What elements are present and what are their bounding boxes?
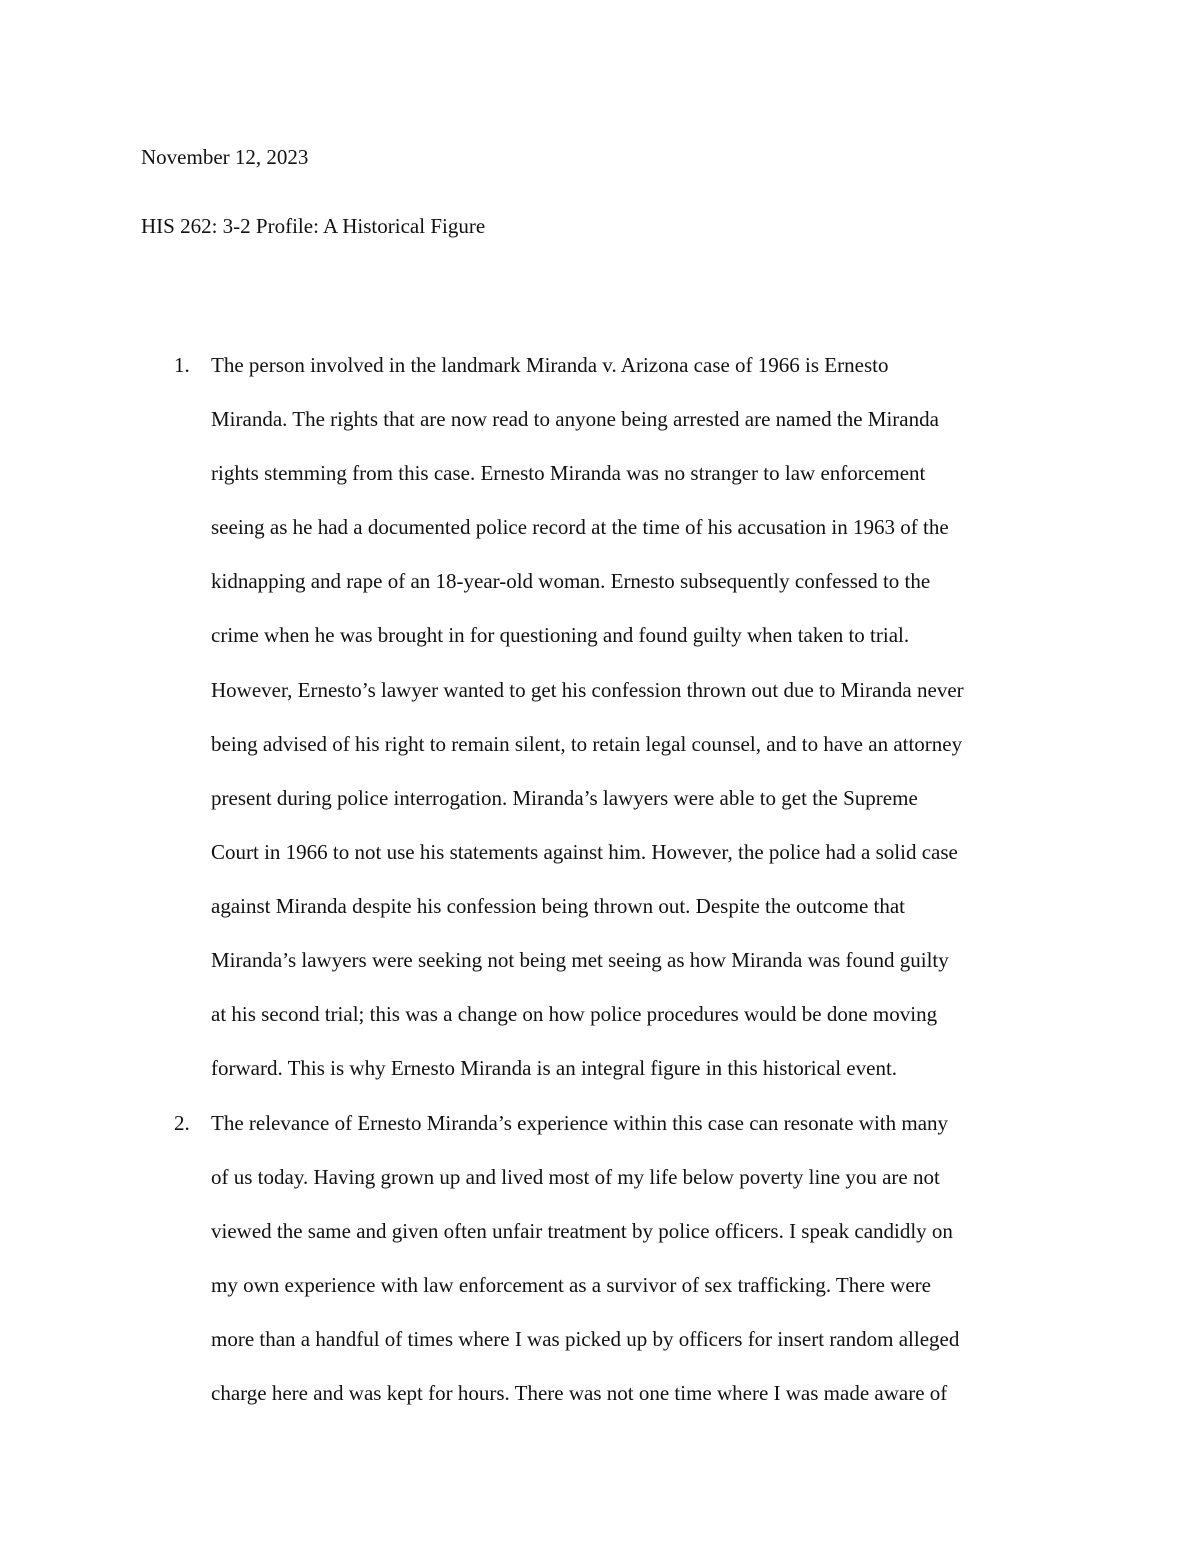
list-item-number: 2. xyxy=(174,1111,190,1135)
text-line: The person involved in the landmark Miranda v. Arizona case of 1966 is Ernesto xyxy=(211,353,889,377)
text-line: at his second trial; this was a change on how police procedures would be done moving xyxy=(211,1002,938,1027)
course-title: HIS 262: 3-2 Profile: A Historical Figure xyxy=(141,214,486,238)
text-line: forward. This is why Ernesto Miranda is an integral figure in this historical event. xyxy=(211,1056,898,1081)
text-line: more than a handful of times where I was picked up by officers for insert random alleged xyxy=(211,1327,960,1352)
paragraph xyxy=(211,1110,1111,1435)
text-line: crime when he was brought in for questioning and found guilty when taken to trial. xyxy=(211,623,910,648)
text-line: my own experience with law enforcement as a survivor of sex trafficking. There were xyxy=(211,1273,931,1298)
paragraph xyxy=(211,352,1111,1109)
text-line: of us today. Having grown up and lived most of my life below poverty line you are not xyxy=(211,1165,940,1190)
text-line: against Miranda despite his confession being thrown out. Despite the outcome that xyxy=(211,893,906,918)
text-line: viewed the same and given often unfair treatment by police officers. I speak candidly on xyxy=(211,1219,953,1244)
text-line: seeing as he had a documented police record at the time of his accusation in 1963 of the xyxy=(211,515,949,540)
text-line: The relevance of Ernesto Miranda’s experience within this case can resonate with many xyxy=(211,1111,949,1135)
document-date: November 12, 2023 xyxy=(141,145,309,169)
text-line: Miranda’s lawyers were seeking not being met seeing as how Miranda was found guilty xyxy=(211,948,949,973)
text-line: However, Ernesto’s lawyer wanted to get his confession thrown out due to Miranda never xyxy=(211,677,964,702)
text-line: being advised of his right to remain silent, to retain legal counsel, and to have an attorney xyxy=(211,731,963,756)
text-line: kidnapping and rape of an 18-year-old woman. Ernesto subsequently confessed to the xyxy=(211,569,931,594)
text-line: Court in 1966 to not use his statements against him. However, the police had a solid case xyxy=(211,839,958,864)
text-line: rights stemming from this case. Ernesto Miranda was no stranger to law enforcement xyxy=(211,461,926,486)
text-line: Miranda. The rights that are now read to anyone being arrested are named the Miranda xyxy=(211,407,939,432)
text-line: charge here and was kept for hours. There was not one time where I was made aware of xyxy=(211,1381,948,1406)
list-item-number: 1. xyxy=(174,353,190,377)
text-line: present during police interrogation. Miranda’s lawyers were able to get the Supreme xyxy=(211,785,918,810)
